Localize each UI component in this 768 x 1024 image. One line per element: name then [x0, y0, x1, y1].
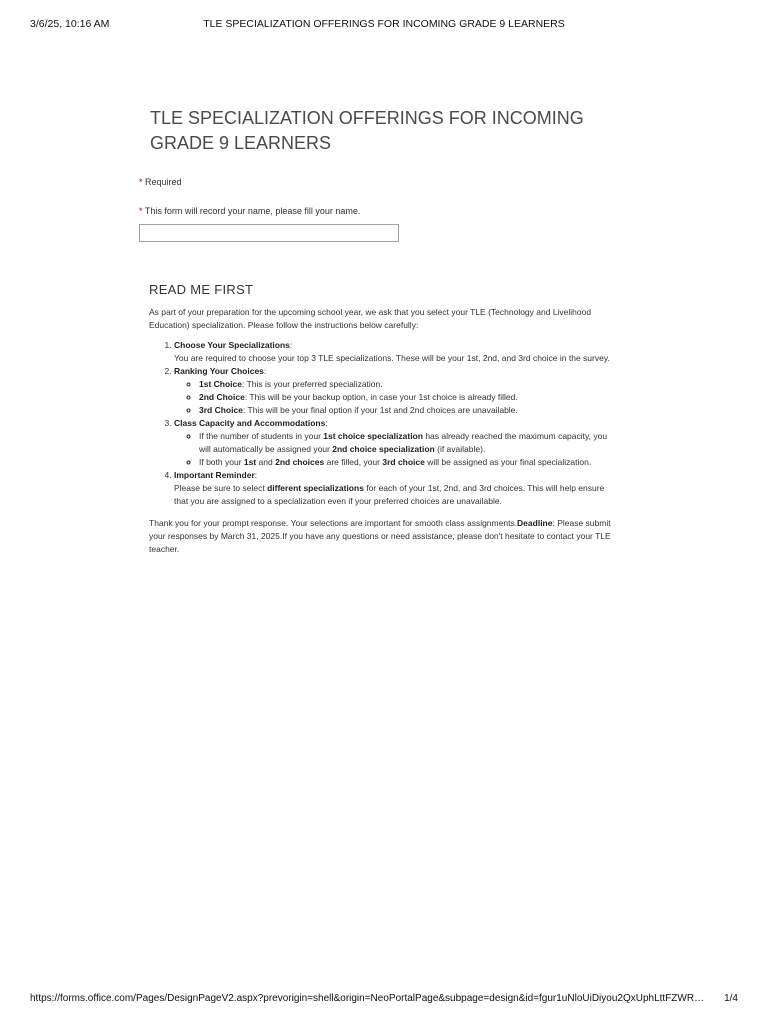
print-date: 3/6/25, 10:16 AM: [30, 18, 110, 30]
required-star: *: [139, 177, 143, 187]
capacity-item: ◦ If both your 1st and 2nd choices are filled, your 3rd choice will be assigned as your final specialization.: [199, 456, 619, 469]
instructions-list: [149, 339, 619, 508]
name-input[interactable]: [139, 224, 399, 242]
ranking-item: ◦ 1st Choice: This is your preferred specialization.: [199, 378, 619, 391]
step-ranking-choices: 2. Ranking Your Choices: ◦ 1st Choice: This is your preferred specialization. ◦ 2nd Choice: This will be your backup option, in case your 1st choice is already filled. ◦ 3rd Choice: This will be your final option if your 1st and 2nd choices are unavailable.: [174, 365, 619, 417]
page-number: 1/4: [724, 993, 738, 1004]
required-note: [139, 177, 182, 187]
read-me-first-section: [149, 282, 619, 508]
step-choose-specializations: 1. Choose Your Specializations: You are required to choose your top 3 TLE specializations. These will be your 1st, 2nd, and 3rd choice in the survey.: [174, 339, 619, 365]
section-title: READ ME FIRST: [149, 282, 254, 297]
section-intro: As part of your preparation for the upcoming school year, we ask that you select your TLE (Technology and Livelihood Education) specialization. Please follow the instructions below carefully:: [149, 307, 592, 330]
ranking-list: [174, 378, 619, 417]
capacity-list: [174, 430, 619, 469]
name-question-text: This form will record your name, please fill your name.: [144, 206, 361, 216]
step2-heading: Ranking Your Choices: [174, 366, 264, 376]
ranking-item: ◦ 3rd Choice: This will be your final option if your 1st and 2nd choices are unavailable.: [199, 404, 619, 417]
deadline-label: Deadline: [517, 518, 553, 528]
name-required-star: *: [139, 206, 143, 216]
ranking-item: ◦ 2nd Choice: This will be your backup option, in case your 1st choice is already filled.: [199, 391, 619, 404]
print-header: [30, 18, 738, 32]
page-url: https://forms.office.com/Pages/DesignPageV2.aspx?prevorigin=shell&origin=NeoPortalPage&subpage=design&id=fgur1uNloUiDiyou2QxUphLttFZWR…: [30, 993, 705, 1004]
step1-heading: Choose Your Specializations: [174, 340, 290, 350]
closing-paragraph: Thank you for your prompt response. Your selections are important for smooth class assignments.Deadline: Please submit your responses by March 31, 2025.If you have any questions or need assistance, please don't hesitate to contact your TLE teacher.: [149, 518, 611, 554]
step3-heading: Class Capacity and Accommodations: [174, 418, 326, 428]
step-important-reminder: 4. Important Reminder: Please be sure to select different specializations for each of your 1st, 2nd, and 3rd choices. This will help ensure that you are assigned to a specialization even if your preferred choices are unavailable.: [174, 469, 619, 508]
step1-text: You are required to choose your top 3 TLE specializations. These will be your 1st, 2nd, and 3rd choice in the survey.: [174, 353, 610, 363]
print-doc-title: TLE SPECIALIZATION OFFERINGS FOR INCOMING GRADE 9 LEARNERS: [203, 18, 565, 30]
name-question-label: [139, 206, 360, 216]
step-class-capacity: 3. Class Capacity and Accommodations: ◦ If the number of students in your 1st choice specialization has already reached the maximum capacity, you will automatically be assigned your 2nd choice specialization (if available). ◦ If both your 1st and 2nd choices are filled, your 3rd choice will be assigned as your final specialization.: [174, 417, 619, 469]
form-title: TLE SPECIALIZATION OFFERINGS FOR INCOMING GRADE 9 LEARNERS: [150, 108, 584, 153]
required-label: Required: [145, 177, 182, 187]
step4-heading: Important Reminder: [174, 470, 255, 480]
capacity-item: ◦ If the number of students in your 1st choice specialization has already reached the maximum capacity, you will automatically be assigned your 2nd choice specialization (if available).: [199, 430, 619, 456]
